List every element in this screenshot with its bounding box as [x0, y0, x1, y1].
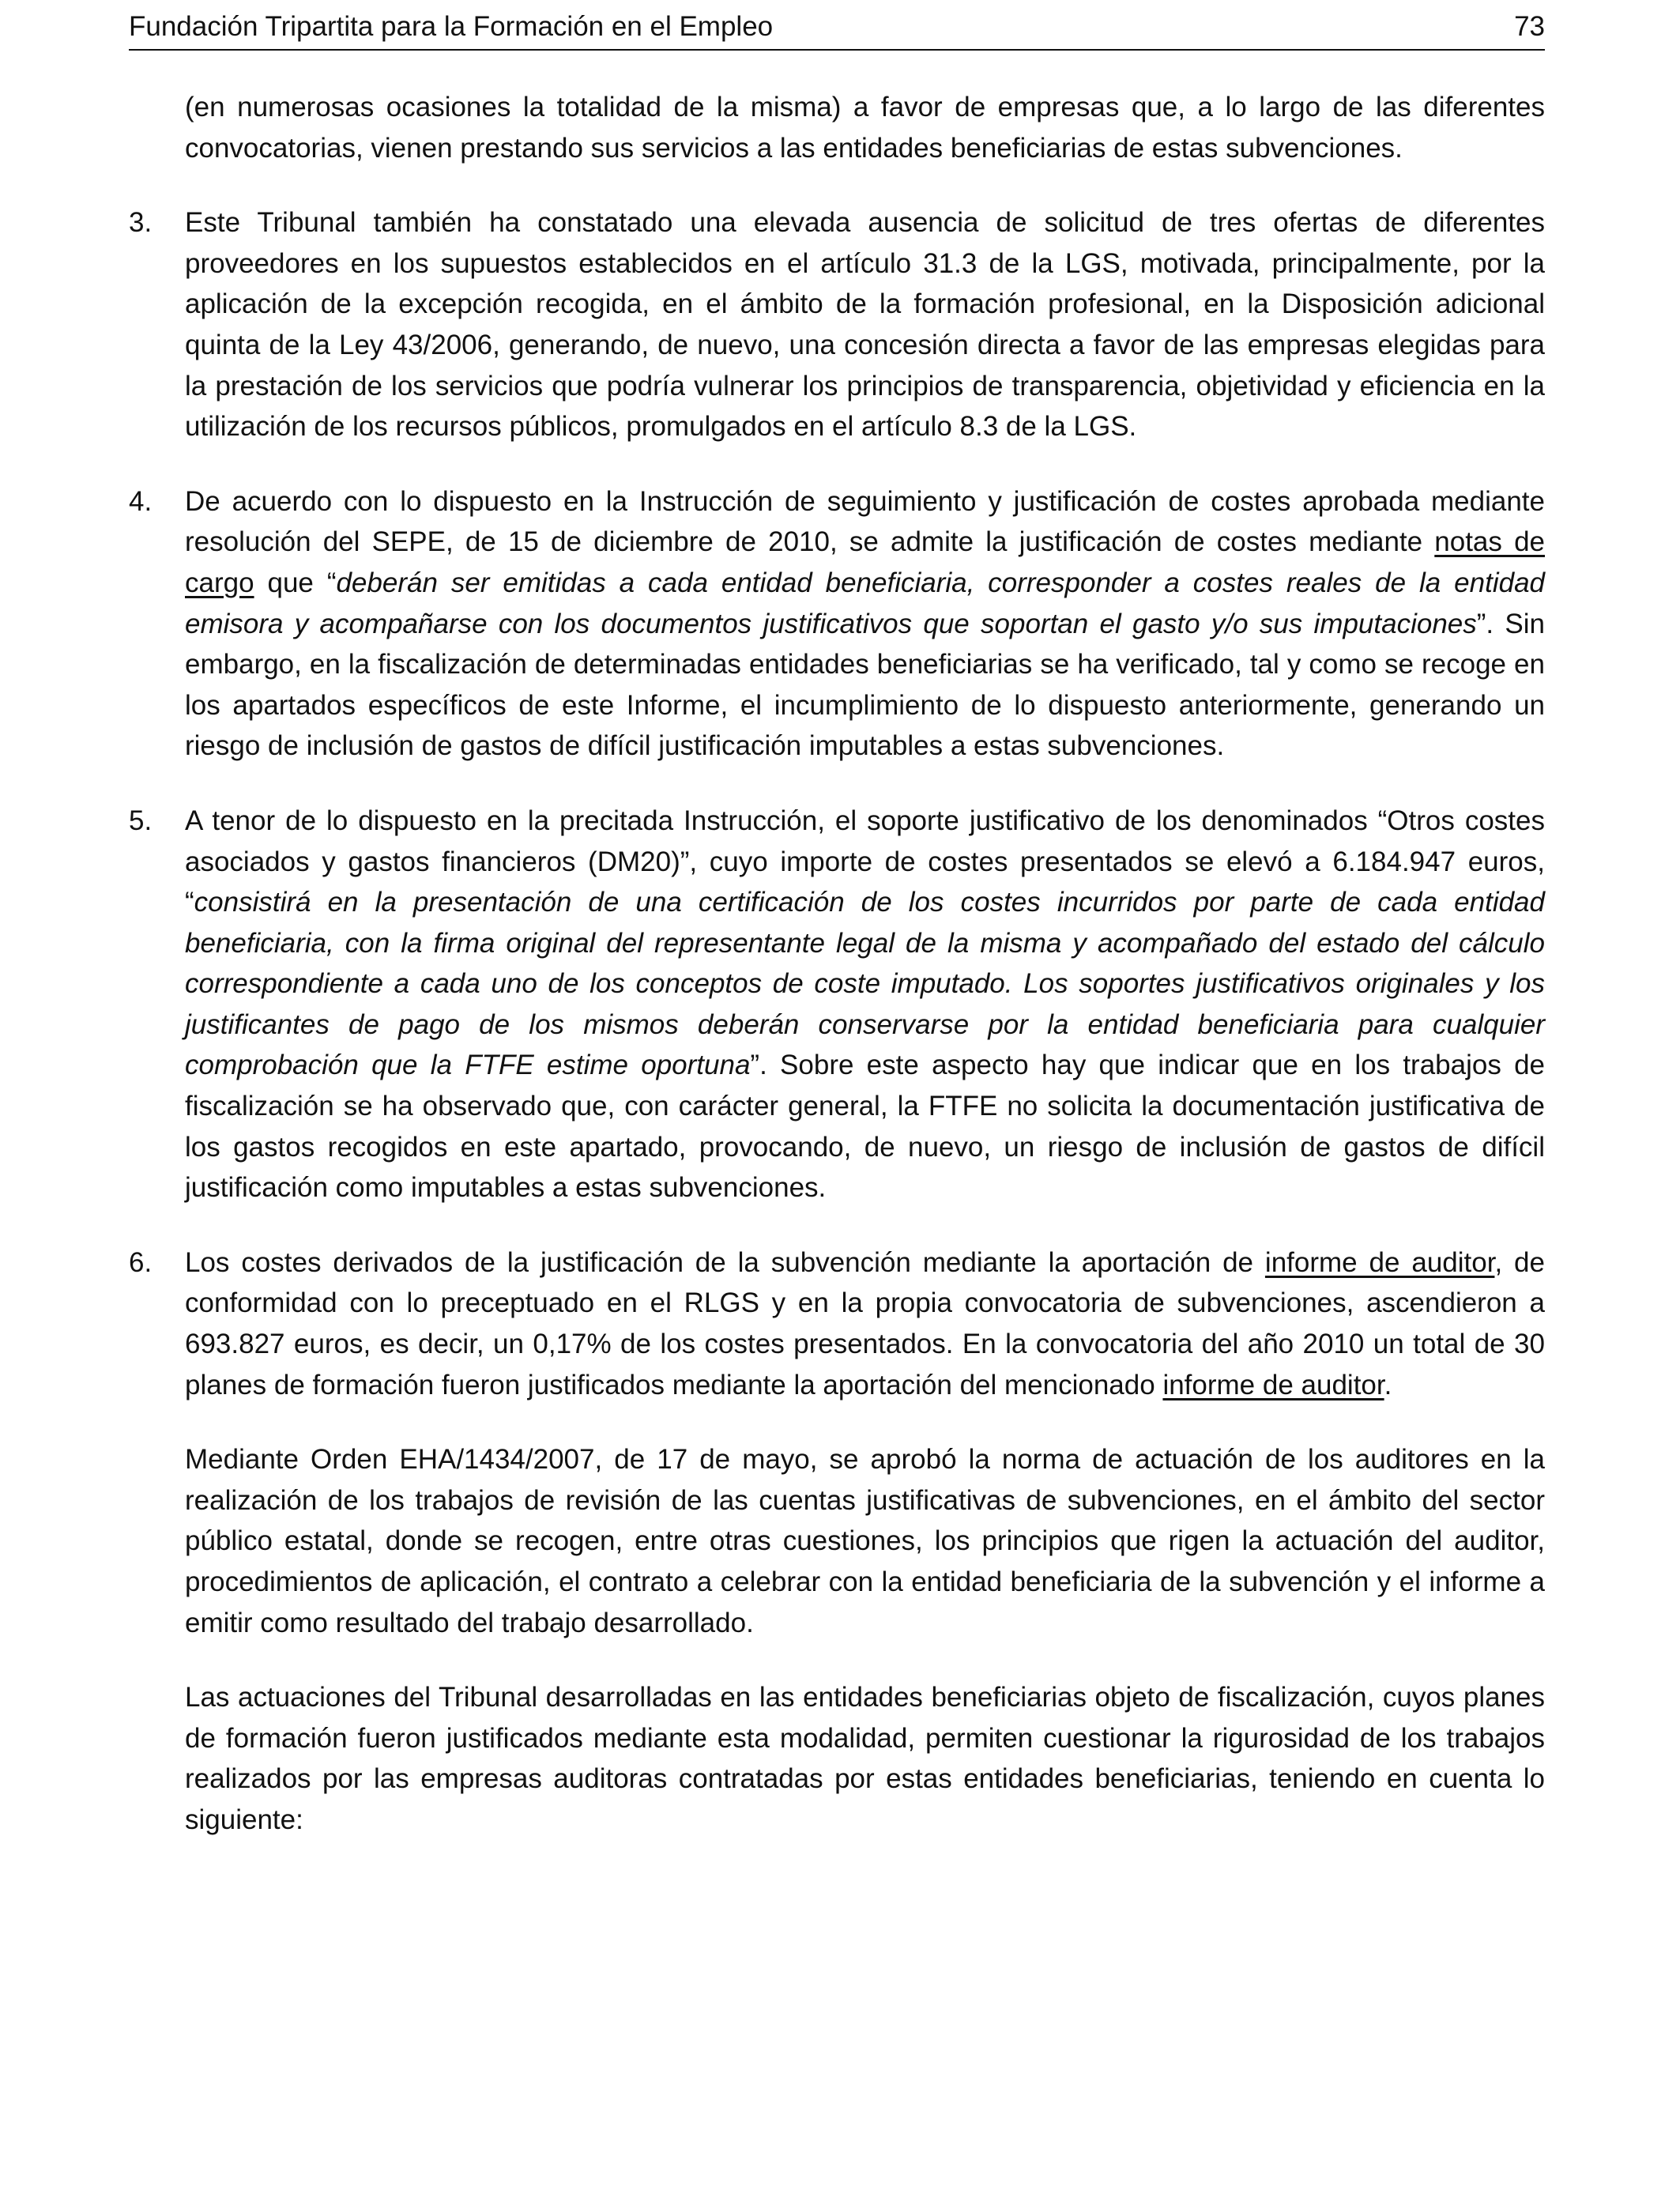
body-text	[129, 87, 1545, 1841]
text-run: , de conformidad con lo preceptuado en el RLGS y en la propia convocatoria de subvenciones, ascendieron a 693.827 euros, es decir, un 0,17% de los costes presentados. En la convocatoria del año 2010 un total de 30 planes de formación fueron justificados mediante la aportación del mencionado	[185, 1246, 1545, 1400]
page-header	[129, 8, 1545, 51]
list-item-3	[129, 202, 1545, 447]
list-item-6	[129, 1242, 1545, 1405]
list-number: 6.	[129, 1246, 153, 1278]
paragraph-text: Este Tribunal también ha constatado una elevada ausencia de solicitud de tres ofertas de diferentes proveedores en los supuestos establecidos en el artículo 31.3 de la LGS, motivada, principalmente, por la aplicación de la excepción recogida, en el ámbito de la formación profesional, en la Disposición adicional quinta de la Ley 43/2006, generando, de nuevo, una concesión directa a favor de las empresas elegidas para la prestación de los servicios que podría vulnerar los principios de transparencia, objetividad y eficiencia en la utilización de los recursos públicos, promulgados en el artículo 8.3 de la LGS.	[185, 207, 1545, 443]
list-number: 5.	[129, 805, 153, 836]
list-item-4	[129, 481, 1545, 767]
underlined-term: notas de cargo	[185, 526, 1545, 598]
text-run: A tenor de lo dispuesto en la precitada Instrucción, el soporte justificativo de los denominados “Otros costes asociados y gastos financieros (DM20)”, cuyo importe de costes presentados se elevó a 6.184.947 euros, “	[185, 805, 1545, 918]
list-item-5	[129, 801, 1545, 1208]
paragraph-text: Mediante Orden EHA/1434/2007, de 17 de mayo, se aprobó la norma de actuación de los auditores en la realización de los trabajos de revisión de las cuentas justificativas de subvenciones, en el ámbito del sector público estatal, donde se recogen, entre otras cuestiones, los principios que rigen la actuación del auditor, procedimientos de aplicación, el contrato a celebrar con la entidad beneficiaria de la subvención y el informe a emitir como resultado del trabajo desarrollado.	[185, 1444, 1545, 1638]
paragraph-orden	[129, 1439, 1545, 1643]
text-run: ”. Sobre este aspecto hay que indicar que en los trabajos de fiscalización se ha observado que, con carácter general, la FTFE no solicita la documentación justificativa de los gastos recogidos en este apartado, provocando, de nuevo, un riesgo de inclusión de gastos de difícil justificación como imputables a estas subvenciones.	[185, 1050, 1545, 1204]
list-number: 4.	[129, 485, 153, 517]
italic-quote: consistirá en la presentación de una certificación de los costes incurridos por parte de cada entidad beneficiaria, con la firma original del representante legal de la misma y acompañado del estado del cálculo correspondiente a cada uno de los conceptos de coste imputado. Los soportes justificativos originales y los justificantes de pago de los mismos deberán conservarse por la entidad beneficiaria para cualquier comprobación que la FTFE estime oportuna	[185, 887, 1545, 1081]
paragraph-actuaciones	[129, 1677, 1545, 1840]
text-run: .	[1384, 1369, 1392, 1400]
header-title: Fundación Tripartita para la Formación en el Empleo	[129, 11, 774, 42]
underlined-term: informe de auditor	[1264, 1246, 1495, 1278]
underlined-term: informe de auditor	[1162, 1369, 1384, 1400]
page-number: 73	[1514, 11, 1545, 42]
paragraph-continuation	[129, 87, 1545, 168]
paragraph-text: Las actuaciones del Tribunal desarrolladas en las entidades beneficiarias objeto de fiscalización, cuyos planes de formación fueron justificados mediante esta modalidad, permiten cuestionar la rigurosidad de los trabajos realizados por las empresas auditoras contratadas por estas entidades beneficiarias, teniendo en cuenta lo siguiente:	[185, 1682, 1545, 1835]
text-run: ”. Sin embargo, en la fiscalización de determinadas entidades beneficiarias se ha verificado, tal y como se recoge en los apartados específicos de este Informe, el incumplimiento de lo dispuesto anteriormente, generando un riesgo de inclusión de gastos de difícil justificación imputables a estas subvenciones.	[185, 608, 1545, 762]
italic-quote: deberán ser emitidas a cada entidad beneficiaria, corresponder a costes reales de la entidad emisora y acompañarse con los documentos justificativos que soportan el gasto y/o sus imputaciones	[185, 567, 1545, 639]
text-run: Los costes derivados de la justificación de la subvención mediante la aportación de	[185, 1246, 1265, 1278]
text-run: De acuerdo con lo dispuesto en la Instrucción de seguimiento y justificación de costes aprobada mediante resolución del SEPE, de 15 de diciembre de 2010, se admite la justificación de costes mediante	[185, 485, 1545, 558]
list-number: 3.	[129, 207, 153, 239]
paragraph-text: (en numerosas ocasiones la totalidad de la misma) a favor de empresas que, a lo largo de las diferentes convocatorias, vienen prestando sus servicios a las entidades beneficiarias de estas subvenciones.	[185, 92, 1545, 164]
text-run: que “	[254, 567, 337, 598]
